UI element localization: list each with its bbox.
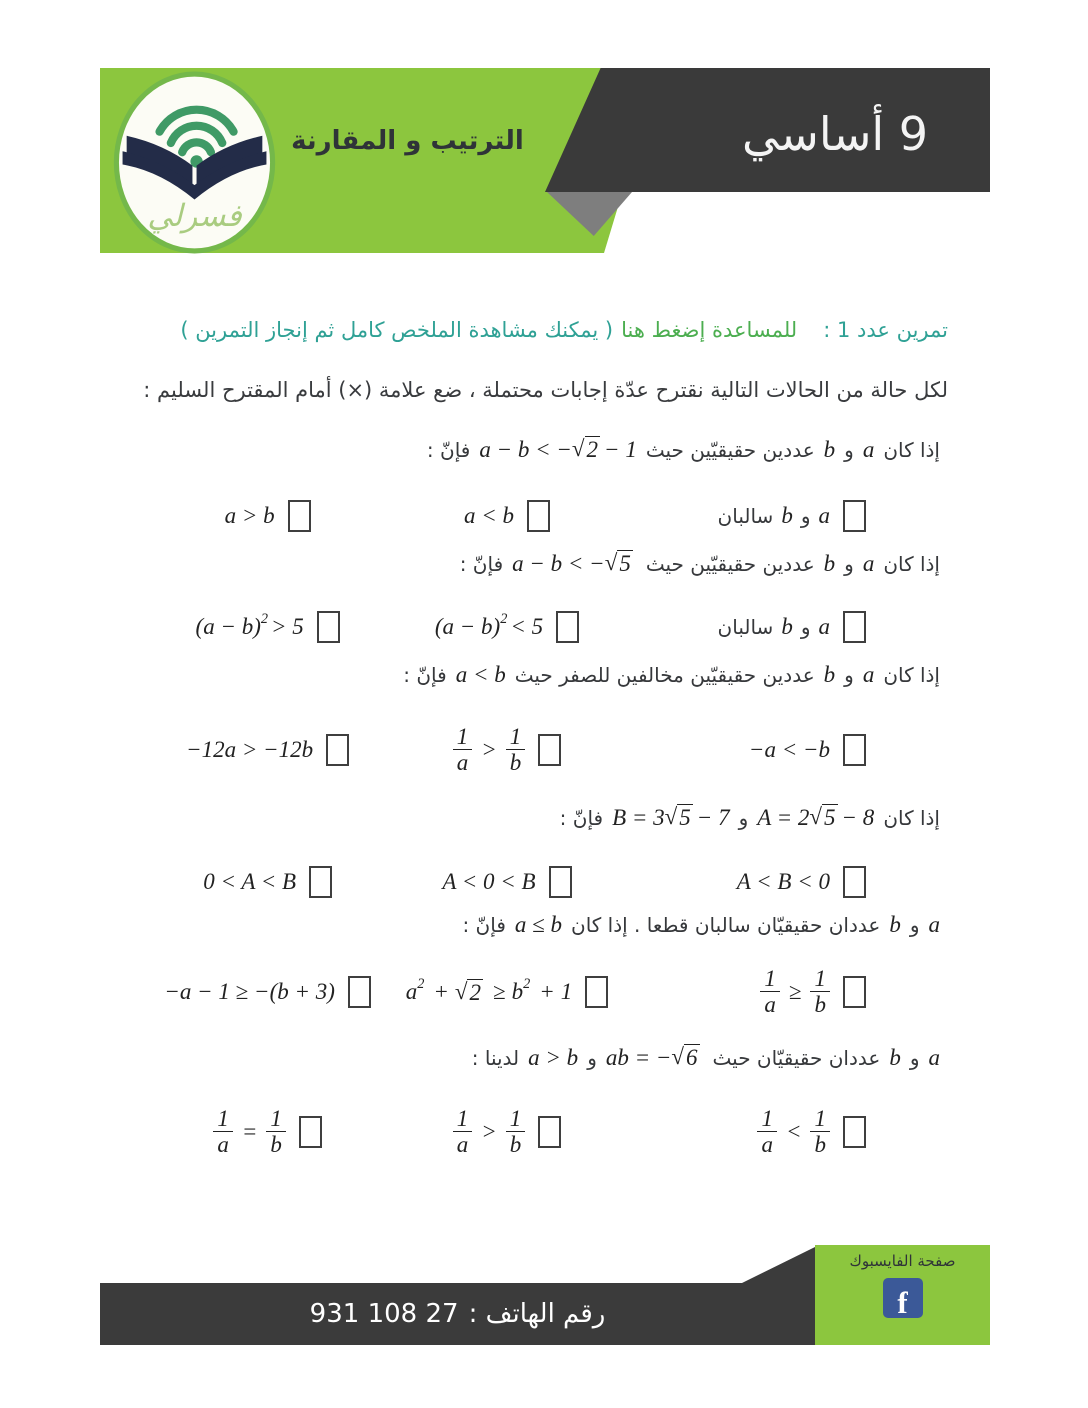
sqrt-symbol: √ (571, 436, 585, 461)
help-link[interactable]: للمساعدة إضغط هنا (621, 318, 798, 342)
q5-condition: a ≤ b (514, 912, 562, 937)
grade-title: 9 أساسي (741, 107, 929, 161)
sqrt-symbol: √ (664, 804, 678, 829)
q6-option-2-formula: $\frac{1}{a}$ > $\frac{1}{b}$ (453, 1107, 526, 1157)
q5-tail: فإنّ : (462, 913, 506, 937)
q4-formula-B: B = 3 √ 5 − 7 (612, 804, 730, 830)
q5-var-b: b (889, 912, 901, 937)
q1-conj: و (844, 437, 854, 462)
question-3-options (148, 714, 866, 786)
q5-option-2-formula: a $^2$ + √ 2 ≥ b $^2$ + 1 (405, 975, 573, 1005)
option-checkbox[interactable] (538, 734, 561, 766)
q3-option-2-formula: $\frac{1}{a}$ > $\frac{1}{b}$ (453, 725, 526, 775)
q4-option-2 (387, 862, 626, 902)
q5-conj: و (909, 913, 920, 937)
q2-option-1 (148, 604, 387, 650)
option-checkbox[interactable] (556, 611, 579, 643)
footer-notch-shape (742, 1247, 815, 1283)
sqrt-symbol: √ (671, 1044, 685, 1069)
logo-graphic (112, 70, 277, 255)
q2-desc: عددين حقيقيّين حيث (645, 551, 815, 576)
q2-option-1-formula: (a − b) $^2$ > 5 (195, 611, 304, 639)
q3-desc: عددين حقيقيّين مخالفين للصفر حيث (514, 663, 815, 687)
footer-facebook-panel (815, 1245, 990, 1345)
q1-option-2-formula: a < b (463, 503, 514, 528)
q5-desc: عددان حقيقيّان سالبان قطعا . إذا كان (571, 913, 881, 937)
option-checkbox[interactable] (309, 866, 332, 898)
option-checkbox[interactable] (299, 1116, 322, 1148)
q1-var-a: a (862, 436, 875, 462)
q1-option-1 (148, 496, 387, 536)
q1-desc: عددين حقيقيّين حيث (645, 437, 815, 462)
help-note: ( يمكنك مشاهدة الملخص كامل ثم إنجاز التمرين ) (180, 318, 614, 342)
question-1-options (148, 496, 866, 536)
q6-option-3 (627, 1094, 866, 1170)
question-4-options (148, 862, 866, 902)
question-2-statement (460, 550, 940, 577)
question-4-statement (560, 804, 940, 831)
q6-var-b: b (889, 1044, 901, 1070)
q3-var-a: a (862, 662, 875, 687)
q5-option-1-formula: −a − 1 ≥ −(b + 3) (164, 979, 335, 1004)
q3-lead: إذا كان (883, 663, 940, 687)
q5-option-1 (148, 958, 387, 1026)
q4-formula-A: A = 2 √ 5 − 8 (757, 804, 875, 830)
option-checkbox[interactable] (326, 734, 349, 766)
q3-condition: a < b (455, 662, 506, 687)
sqrt-symbol: √ (604, 550, 618, 575)
option-checkbox[interactable] (843, 1116, 866, 1148)
question-6-statement (472, 1044, 940, 1071)
q1-option-2 (387, 496, 626, 536)
phone-label: رقم الهاتف : (468, 1299, 606, 1329)
q6-option-2 (387, 1094, 626, 1170)
q3-conj: و (844, 663, 854, 687)
option-checkbox[interactable] (843, 611, 866, 643)
option-checkbox[interactable] (538, 1116, 561, 1148)
q6-option-1 (148, 1094, 387, 1170)
option-checkbox[interactable] (585, 976, 608, 1008)
q6-var-a: a (928, 1044, 940, 1070)
option-checkbox[interactable] (843, 866, 866, 898)
q2-option-3 (627, 604, 866, 650)
q6-formula-agtb: a > b (528, 1044, 579, 1070)
q2-option-3-text: a و b سالبان (717, 614, 830, 639)
q6-conj-2: و (587, 1045, 597, 1070)
q2-conj: و (844, 551, 854, 576)
q2-option-2-formula: (a − b) $^2$ < 5 (434, 611, 544, 639)
option-checkbox[interactable] (288, 500, 311, 532)
q2-option-2 (387, 604, 626, 650)
q3-var-b: b (823, 662, 836, 687)
q3-tail: فإنّ : (403, 663, 447, 687)
q3-option-1 (148, 714, 387, 786)
question-1-statement (427, 436, 940, 463)
q4-option-3-formula: A < B < 0 (736, 869, 830, 894)
q2-var-a: a (862, 550, 875, 576)
q4-option-1 (148, 862, 387, 902)
q3-option-2 (387, 714, 626, 786)
option-checkbox[interactable] (317, 611, 340, 643)
q4-lead: إذا كان (883, 805, 940, 830)
q4-tail: فإنّ : (559, 805, 604, 830)
q1-var-b: b (823, 436, 836, 462)
q6-desc: عددان حقيقيّان حيث (712, 1045, 881, 1070)
q3-option-3 (627, 714, 866, 786)
sqrt-symbol: √ (809, 804, 823, 829)
option-checkbox[interactable] (348, 976, 371, 1008)
q1-option-3 (627, 496, 866, 536)
q2-formula: a − b < − √ 5 (512, 550, 631, 576)
facebook-page-label: صفحة الفايسبوك (849, 1252, 956, 1270)
q2-var-b: b (823, 550, 836, 576)
option-checkbox[interactable] (549, 866, 572, 898)
question-5-options (148, 958, 866, 1026)
q6-option-3-formula: $\frac{1}{a}$ < $\frac{1}{b}$ (757, 1107, 830, 1157)
q5-option-3-formula: $\frac{1}{a}$ ≥ $\frac{1}{b}$ (760, 967, 830, 1017)
question-6-options (148, 1094, 866, 1170)
option-checkbox[interactable] (527, 500, 550, 532)
q4-option-2-formula: A < 0 < B (442, 869, 536, 894)
q6-option-1-formula: $\frac{1}{a}$ = $\frac{1}{b}$ (213, 1107, 286, 1157)
question-3-statement (403, 662, 940, 688)
q1-formula: a − b < − √ 2 − 1 (479, 436, 637, 462)
q4-conj: و (738, 805, 749, 830)
instruction-line: لكل حالة من الحالات التالية نقترح عدّة إجابات محتملة ، ضع علامة (×) أمام المقترح السليم : (143, 378, 948, 402)
q2-tail: فإنّ : (459, 551, 504, 576)
q3-option-3-formula: −a < −b (748, 737, 830, 762)
sqrt-symbol: √ (454, 978, 468, 1004)
q6-conj: و (909, 1045, 920, 1070)
q2-lead: إذا كان (883, 551, 940, 576)
question-5-statement (462, 912, 940, 938)
option-checkbox[interactable] (843, 976, 866, 1008)
q4-option-3 (627, 862, 866, 902)
q5-option-3 (627, 958, 866, 1026)
question-2-options (148, 604, 866, 650)
subject-title: الترتيب و المقارنة (291, 126, 524, 156)
phone-number: 27 108 931 (309, 1299, 459, 1329)
facebook-icon[interactable]: f (883, 1278, 923, 1318)
exercise-header-line (180, 318, 948, 342)
option-checkbox[interactable] (843, 734, 866, 766)
q1-tail: فإنّ : (426, 437, 471, 462)
q1-lead: إذا كان (883, 437, 940, 462)
footer-phone-bar (100, 1283, 815, 1345)
option-checkbox[interactable] (843, 500, 866, 532)
exercise-number-label: تمرين عدد 1 : (823, 318, 948, 342)
q6-formula-ab: ab = − √ 6 (605, 1044, 698, 1070)
q1-option-3-text: a و b سالبان (717, 503, 830, 528)
q1-option-1-formula: a > b (224, 503, 275, 528)
logo-brand-text: فسرلي (147, 198, 242, 235)
brand-logo (112, 70, 277, 255)
q3-option-1-formula: −12a > −12b (186, 737, 314, 762)
q5-option-2 (387, 958, 626, 1026)
q6-tail: لدينا : (471, 1045, 520, 1070)
q4-option-1-formula: 0 < A < B (203, 869, 297, 894)
q5-var-a: a (928, 912, 940, 937)
